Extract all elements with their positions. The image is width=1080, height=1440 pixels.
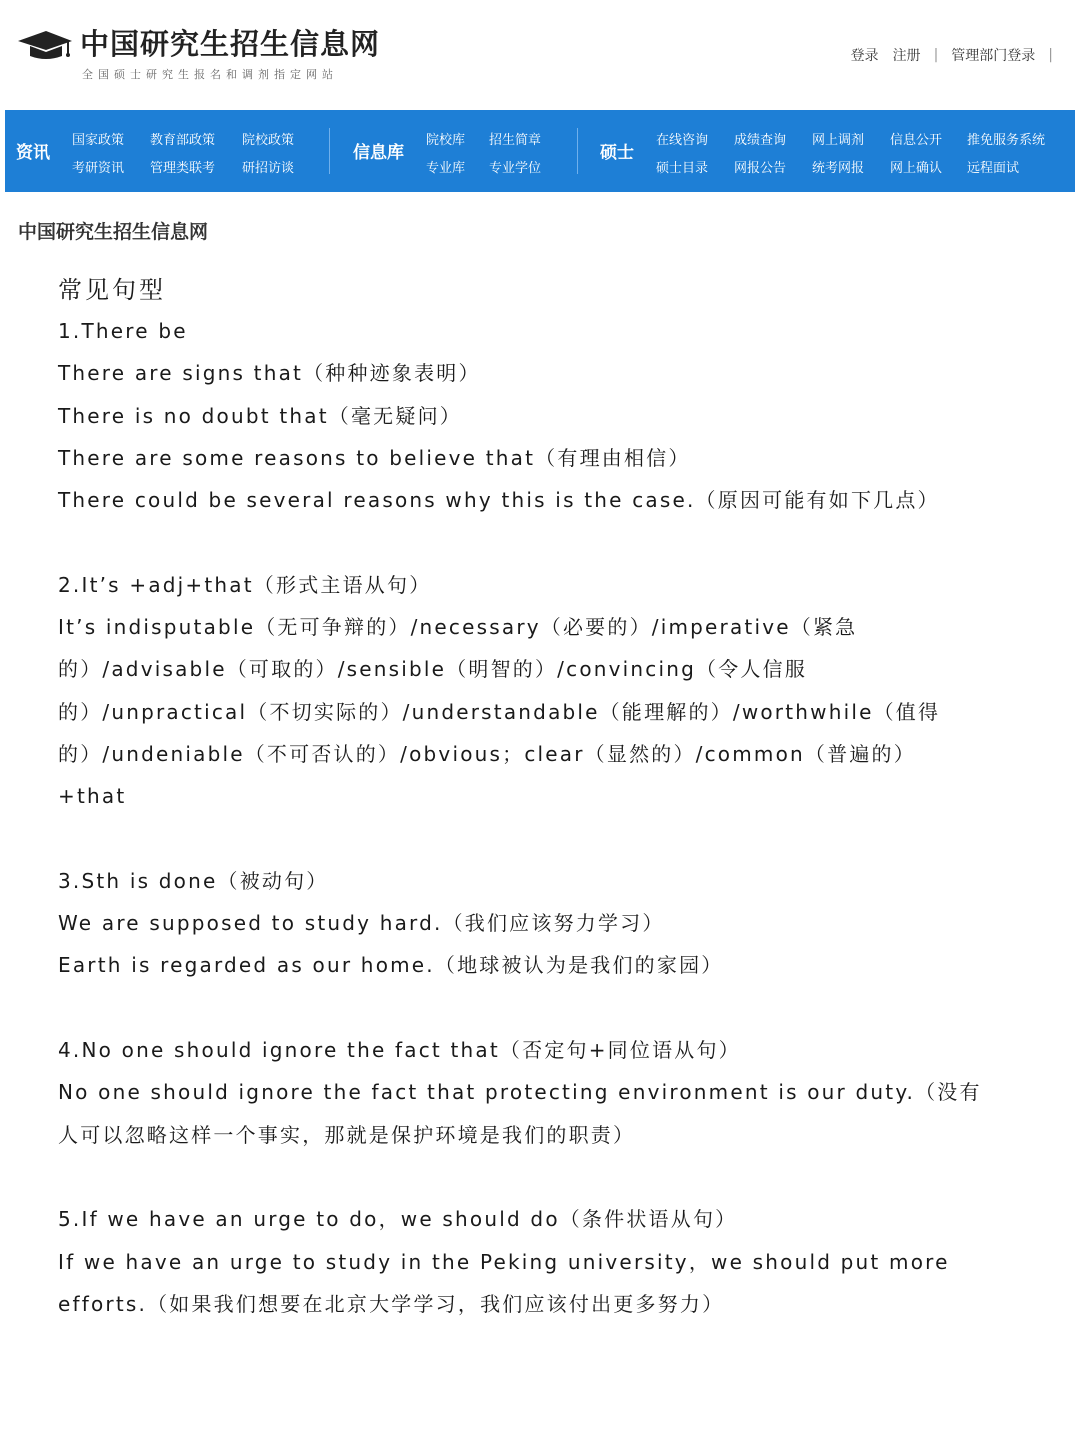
nav-section-masters[interactable]: 硕士 [600, 143, 634, 163]
article-line: 5.If we have an urge to do，we should do（条件状语从句） [58, 1207, 738, 1232]
article-line: 的）/unpractical（不切实际的）/understandable（能理解的）/worthwhile（值得 [58, 699, 941, 724]
article-line: Earth is regarded as our home.（地球被认为是我们的家园） [58, 953, 724, 978]
breadcrumb[interactable]: 中国研究生招生信息网 [18, 221, 209, 243]
paragraph-gap [58, 1156, 1048, 1198]
site-header [0, 0, 1080, 108]
nav-item-major-db[interactable]: 专业库 [426, 161, 466, 176]
login-link[interactable]: 登录 [850, 48, 879, 64]
account-links [851, 45, 1066, 65]
paragraph-gap [58, 521, 1048, 563]
article-line: 4.No one should ignore the fact that（否定句+同位语从句） [58, 1038, 741, 1063]
nav-item-moe-policy[interactable]: 教育部政策 [150, 133, 216, 148]
nav-item-exam-news[interactable]: 考研资讯 [72, 161, 125, 176]
article-line: We are supposed to study hard.（我们应该努力学习） [58, 911, 665, 936]
article-line: +that [58, 784, 127, 809]
nav-item-exam-registration[interactable]: 统考网报 [812, 161, 865, 176]
article-title: 常见句型 [58, 276, 166, 304]
article-line: 的）/undeniable（不可否认的）/obvious；clear（显然的）/common（普遍的） [58, 741, 916, 766]
site-logo-subtitle: 全国硕士研究生报名和调剂指定网站 [82, 68, 338, 81]
article-line: No one should ignore the fact that protecting environment is our duty.（没有 [58, 1080, 982, 1105]
nav-item-national-policy[interactable]: 国家政策 [72, 133, 125, 148]
nav-item-registration-notice[interactable]: 网报公告 [734, 161, 787, 176]
paragraph-gap [58, 818, 1048, 860]
article-line: 2.It’s +adj+that（形式主语从句） [58, 572, 432, 597]
nav-item-recommend-system[interactable]: 推免服务系统 [967, 133, 1046, 148]
admin-login-link[interactable]: 管理部门登录 [951, 48, 1036, 64]
article-line: 3.Sth is done（被动句） [58, 868, 329, 893]
nav-item-info-disclosure[interactable]: 信息公开 [890, 133, 943, 148]
graduation-cap-icon [16, 28, 74, 62]
article-line: 的）/advisable（可取的）/sensible（明智的）/convincing（令人信服 [58, 657, 808, 682]
nav-item-interviews[interactable]: 研招访谈 [242, 161, 295, 176]
article-line: 人可以忽略这样一个事实，那就是保护环境是我们的职责） [58, 1122, 636, 1147]
link-separator: | [1048, 47, 1053, 63]
register-link[interactable]: 注册 [892, 48, 921, 64]
article-line: There are signs that（种种迹象表明） [58, 361, 481, 386]
nav-section-database[interactable]: 信息库 [353, 143, 404, 163]
article-body [58, 310, 1048, 1325]
nav-item-online-adjust[interactable]: 网上调剂 [812, 133, 865, 148]
article-line: There are some reasons to believe that（有理由相信） [58, 445, 691, 470]
nav-item-online-confirm[interactable]: 网上确认 [890, 161, 943, 176]
article-line: If we have an urge to study in the Peking university，we should put more [58, 1249, 950, 1274]
nav-item-remote-interview[interactable]: 远程面试 [967, 161, 1020, 176]
nav-item-score-query[interactable]: 成绩查询 [734, 133, 787, 148]
nav-section-news[interactable]: 资讯 [16, 143, 50, 163]
nav-item-school-policy[interactable]: 院校政策 [242, 133, 295, 148]
nav-item-online-consult[interactable]: 在线咨询 [656, 133, 709, 148]
nav-divider [577, 128, 578, 174]
article-line: efforts.（如果我们想要在北京大学学习，我们应该付出更多努力） [58, 1291, 725, 1316]
link-separator: | [933, 47, 939, 63]
nav-item-professional-degree[interactable]: 专业学位 [489, 161, 542, 176]
nav-item-admission-guide[interactable]: 招生简章 [489, 133, 542, 148]
article [58, 270, 1048, 1325]
article-line: There could be several reasons why this is the case.（原因可能有如下几点） [58, 488, 940, 513]
main-nav [5, 110, 1075, 192]
nav-divider [329, 128, 330, 174]
article-line: 1.There be [58, 319, 188, 343]
site-logo-title[interactable]: 中国研究生招生信息网 [80, 27, 381, 61]
nav-item-masters-catalog[interactable]: 硕士目录 [656, 161, 709, 176]
nav-item-management-exam[interactable]: 管理类联考 [150, 161, 216, 176]
nav-item-school-db[interactable]: 院校库 [426, 133, 466, 148]
paragraph-gap [58, 987, 1048, 1029]
article-line: There is no doubt that（毫无疑问） [58, 403, 462, 428]
article-line: It’s indisputable（无可争辩的）/necessary（必要的）/imperative（紧急 [58, 615, 858, 640]
